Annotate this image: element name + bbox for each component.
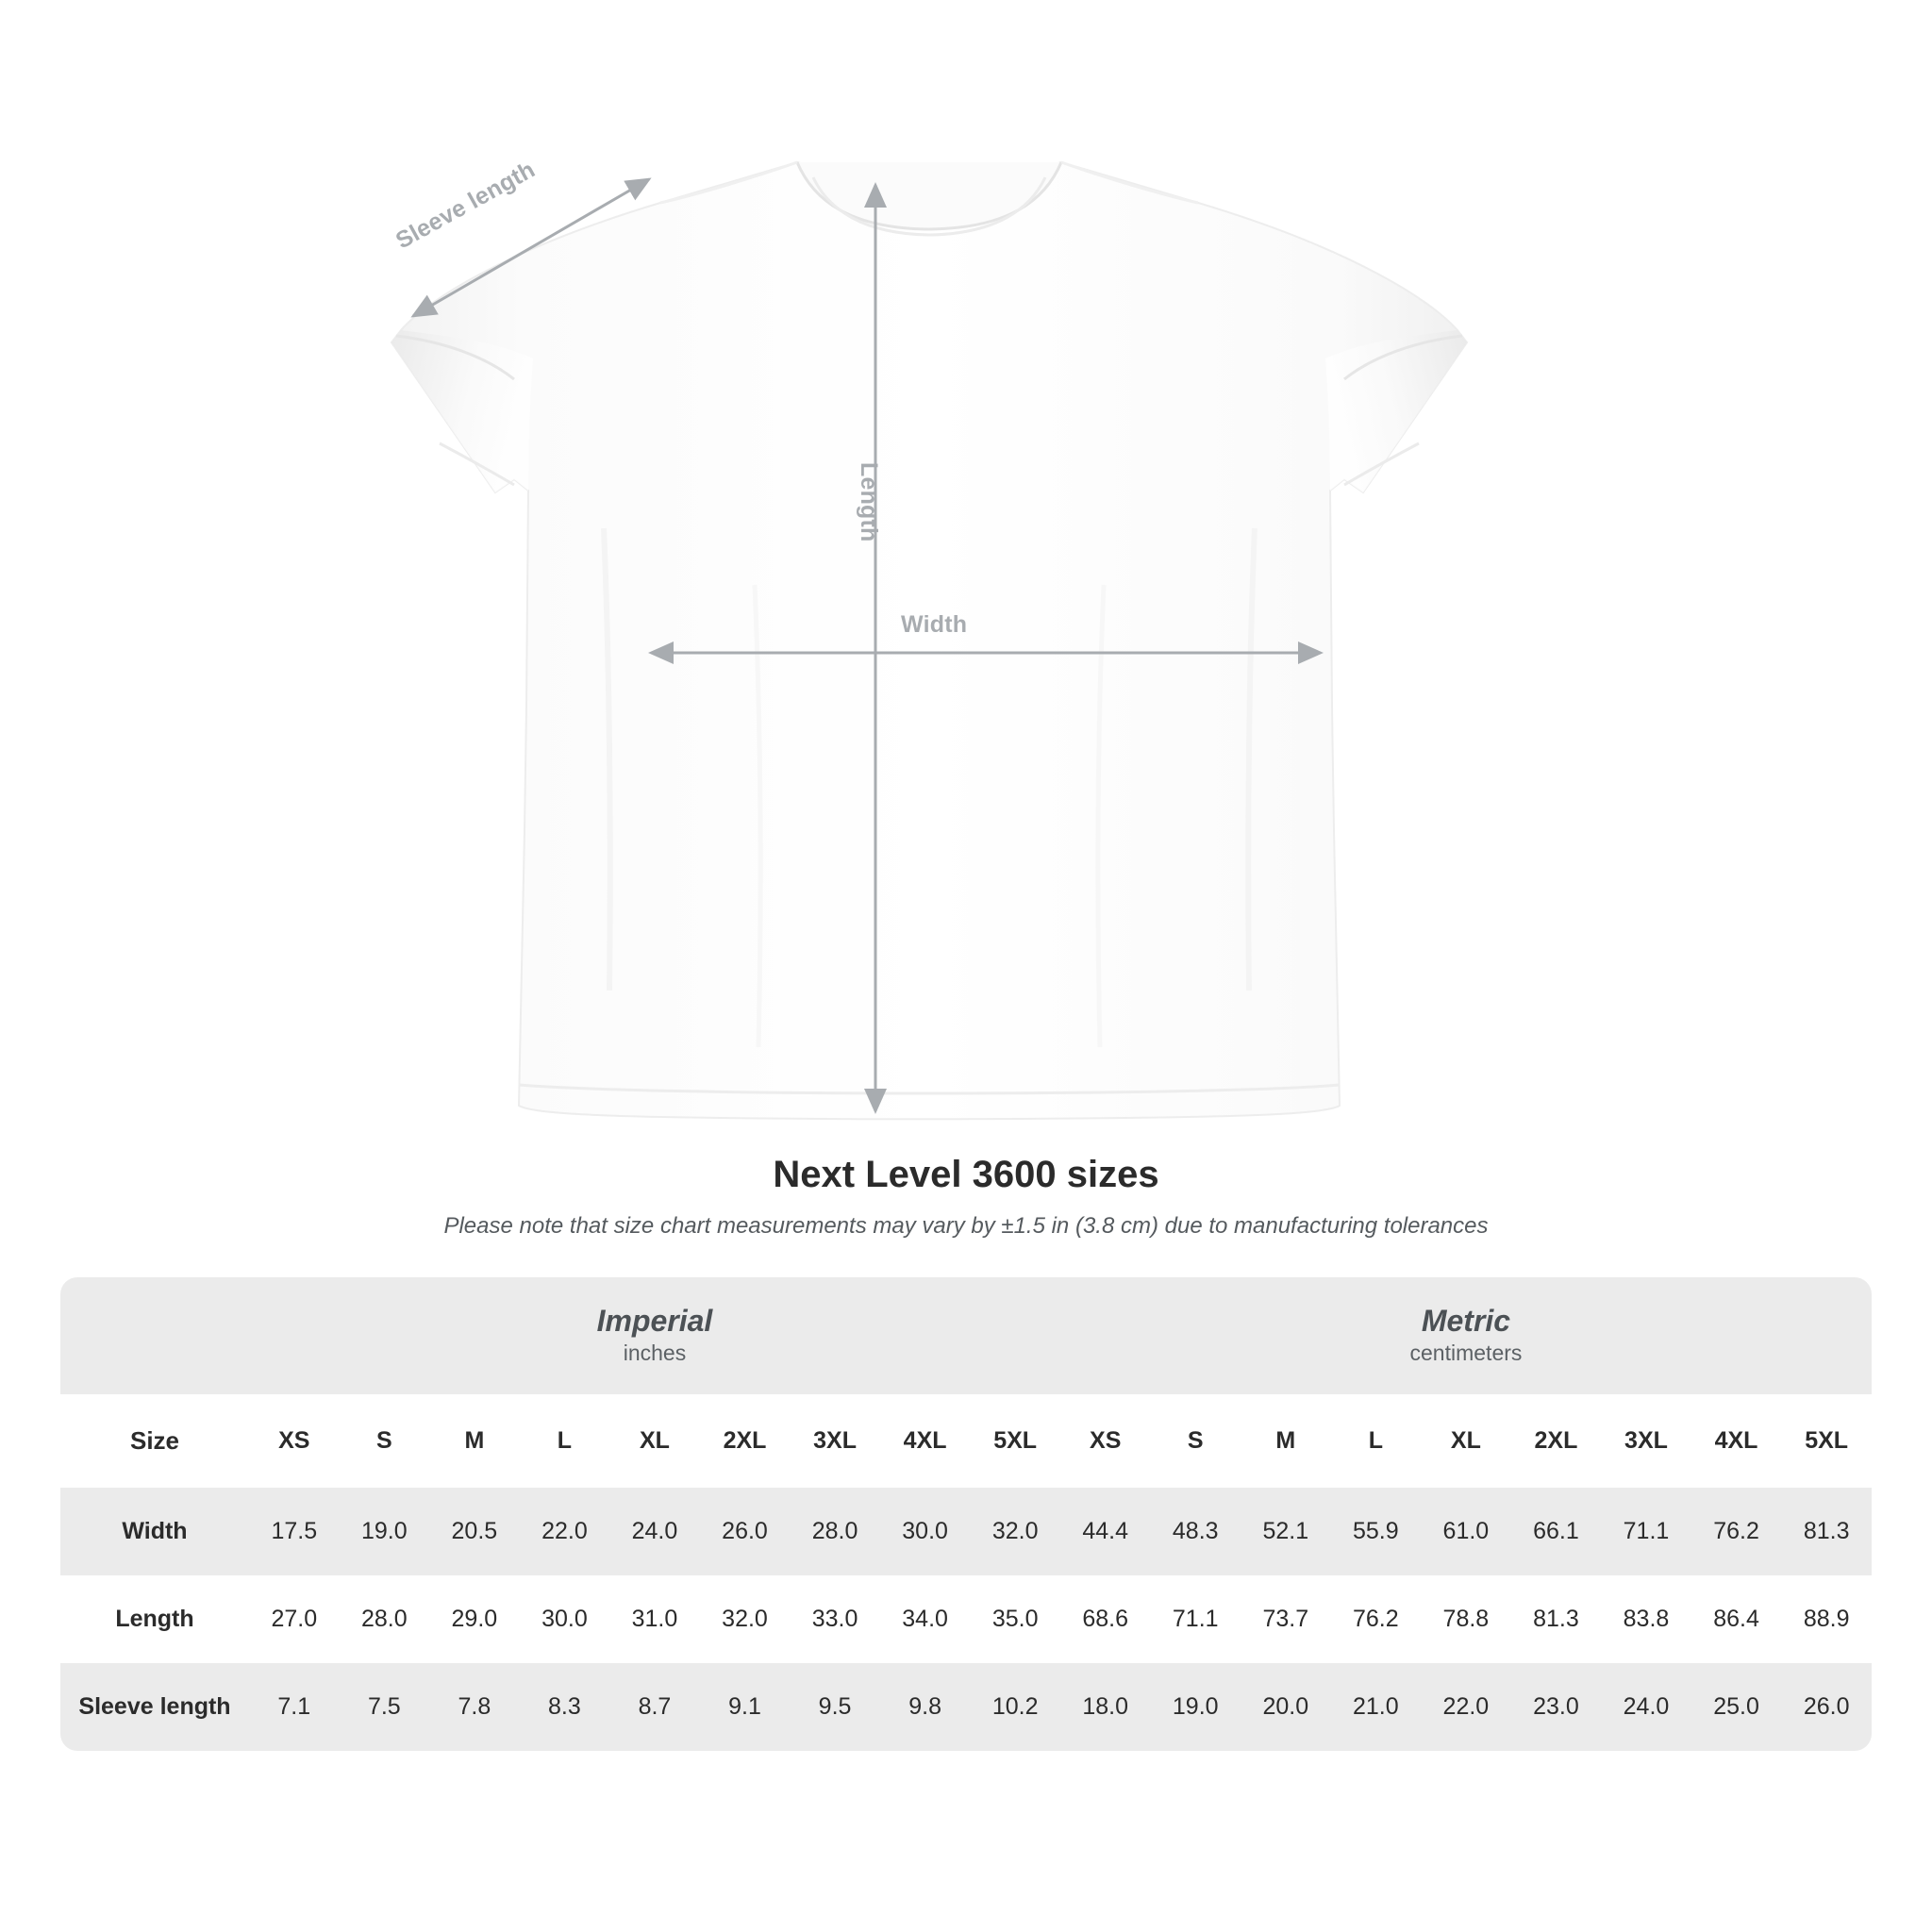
cell-width-imp-2xl: 26.0 [700, 1488, 791, 1575]
cell-width-met-5xl: 81.3 [1781, 1488, 1872, 1575]
cell-width-met-s: 48.3 [1150, 1488, 1241, 1575]
cell-sleeve-met-l: 21.0 [1331, 1663, 1422, 1751]
cell-sleeve-met-2xl: 23.0 [1511, 1663, 1602, 1751]
cell-sleeve-met-xs: 18.0 [1060, 1663, 1151, 1751]
cell-length-imp-3xl: 33.0 [790, 1575, 880, 1663]
size-header-met-5xl: 5XL [1781, 1394, 1872, 1488]
size-header-imp-4xl: 4XL [880, 1394, 971, 1488]
title-block [0, 1154, 1932, 1240]
size-header-met-m: M [1241, 1394, 1331, 1488]
cell-sleeve-imp-5xl: 10.2 [970, 1663, 1060, 1751]
cell-width-imp-4xl: 30.0 [880, 1488, 971, 1575]
size-table-wrapper [60, 1277, 1872, 1751]
cell-length-met-4xl: 86.4 [1691, 1575, 1782, 1663]
size-header-met-xs: XS [1060, 1394, 1151, 1488]
width-label: Width [901, 611, 968, 638]
cell-sleeve-imp-xl: 8.7 [609, 1663, 700, 1751]
cell-sleeve-met-5xl: 26.0 [1781, 1663, 1872, 1751]
metric-unit-sub: centimeters [1409, 1341, 1523, 1365]
row-label-length: Length [60, 1575, 249, 1663]
size-header-met-3xl: 3XL [1601, 1394, 1691, 1488]
cell-sleeve-met-m: 20.0 [1241, 1663, 1331, 1751]
size-header-met-s: S [1150, 1394, 1241, 1488]
cell-length-met-s: 71.1 [1150, 1575, 1241, 1663]
corner-cell [60, 1277, 249, 1394]
cell-sleeve-imp-s: 7.5 [340, 1663, 430, 1751]
cell-length-met-l: 76.2 [1331, 1575, 1422, 1663]
cell-length-met-2xl: 81.3 [1511, 1575, 1602, 1663]
imperial-unit-sub: inches [623, 1341, 687, 1365]
page-title: Next Level 3600 sizes [773, 1154, 1159, 1195]
cell-sleeve-met-4xl: 25.0 [1691, 1663, 1782, 1751]
cell-width-imp-5xl: 32.0 [970, 1488, 1060, 1575]
cell-length-met-5xl: 88.9 [1781, 1575, 1872, 1663]
size-header-met-4xl: 4XL [1691, 1394, 1782, 1488]
cell-width-met-3xl: 71.1 [1601, 1488, 1691, 1575]
cell-length-imp-2xl: 32.0 [700, 1575, 791, 1663]
size-header-met-l: L [1331, 1394, 1422, 1488]
cell-width-imp-xs: 17.5 [249, 1488, 340, 1575]
cell-length-imp-xl: 31.0 [609, 1575, 700, 1663]
cell-length-met-m: 73.7 [1241, 1575, 1331, 1663]
size-header-imp-l: L [520, 1394, 610, 1488]
cell-width-met-xs: 44.4 [1060, 1488, 1151, 1575]
size-header-imp-2xl: 2XL [700, 1394, 791, 1488]
unit-header-row [60, 1277, 1872, 1394]
cell-sleeve-met-xl: 22.0 [1421, 1663, 1511, 1751]
cell-width-met-l: 55.9 [1331, 1488, 1422, 1575]
cell-width-met-m: 52.1 [1241, 1488, 1331, 1575]
size-table [60, 1277, 1872, 1751]
size-header-imp-s: S [340, 1394, 430, 1488]
size-header-imp-3xl: 3XL [790, 1394, 880, 1488]
cell-width-met-2xl: 66.1 [1511, 1488, 1602, 1575]
size-header-row [60, 1394, 1872, 1488]
row-label-sleeve-length: Sleeve length [60, 1663, 249, 1751]
size-header-met-xl: XL [1421, 1394, 1511, 1488]
cell-length-imp-m: 29.0 [429, 1575, 520, 1663]
metric-unit-name: Metric [1421, 1304, 1511, 1338]
cell-sleeve-met-3xl: 24.0 [1601, 1663, 1691, 1751]
cell-width-imp-s: 19.0 [340, 1488, 430, 1575]
cell-width-imp-l: 22.0 [520, 1488, 610, 1575]
size-header-imp-xs: XS [249, 1394, 340, 1488]
metric-header-cell [1060, 1277, 1872, 1394]
imperial-unit-name: Imperial [596, 1304, 713, 1338]
table-row [60, 1663, 1872, 1751]
imperial-header-cell [249, 1277, 1060, 1394]
cell-width-met-4xl: 76.2 [1691, 1488, 1782, 1575]
cell-sleeve-imp-4xl: 9.8 [880, 1663, 971, 1751]
size-header-label: Size [60, 1394, 249, 1488]
cell-length-imp-xs: 27.0 [249, 1575, 340, 1663]
cell-width-imp-m: 20.5 [429, 1488, 520, 1575]
cell-width-imp-xl: 24.0 [609, 1488, 700, 1575]
cell-width-met-xl: 61.0 [1421, 1488, 1511, 1575]
cell-sleeve-imp-2xl: 9.1 [700, 1663, 791, 1751]
cell-width-imp-3xl: 28.0 [790, 1488, 880, 1575]
table-row [60, 1575, 1872, 1663]
length-label: Length [856, 462, 882, 542]
table-row [60, 1488, 1872, 1575]
sleeve-length-label: Sleeve length [391, 156, 540, 255]
cell-length-imp-5xl: 35.0 [970, 1575, 1060, 1663]
cell-length-imp-s: 28.0 [340, 1575, 430, 1663]
cell-sleeve-met-s: 19.0 [1150, 1663, 1241, 1751]
cell-length-met-xl: 78.8 [1421, 1575, 1511, 1663]
size-header-imp-xl: XL [609, 1394, 700, 1488]
cell-sleeve-imp-xs: 7.1 [249, 1663, 340, 1751]
tolerance-note: Please note that size chart measurements may vary by ±1.5 in (3.8 cm) due to manufacturing tolerances [443, 1213, 1489, 1239]
cell-sleeve-imp-l: 8.3 [520, 1663, 610, 1751]
cell-length-met-xs: 68.6 [1060, 1575, 1151, 1663]
cell-length-met-3xl: 83.8 [1601, 1575, 1691, 1663]
row-label-width: Width [60, 1488, 249, 1575]
size-header-imp-m: M [429, 1394, 520, 1488]
size-header-met-2xl: 2XL [1511, 1394, 1602, 1488]
cell-sleeve-imp-m: 7.8 [429, 1663, 520, 1751]
cell-length-imp-4xl: 34.0 [880, 1575, 971, 1663]
cell-sleeve-imp-3xl: 9.5 [790, 1663, 880, 1751]
size-header-imp-5xl: 5XL [970, 1394, 1060, 1488]
cell-length-imp-l: 30.0 [520, 1575, 610, 1663]
